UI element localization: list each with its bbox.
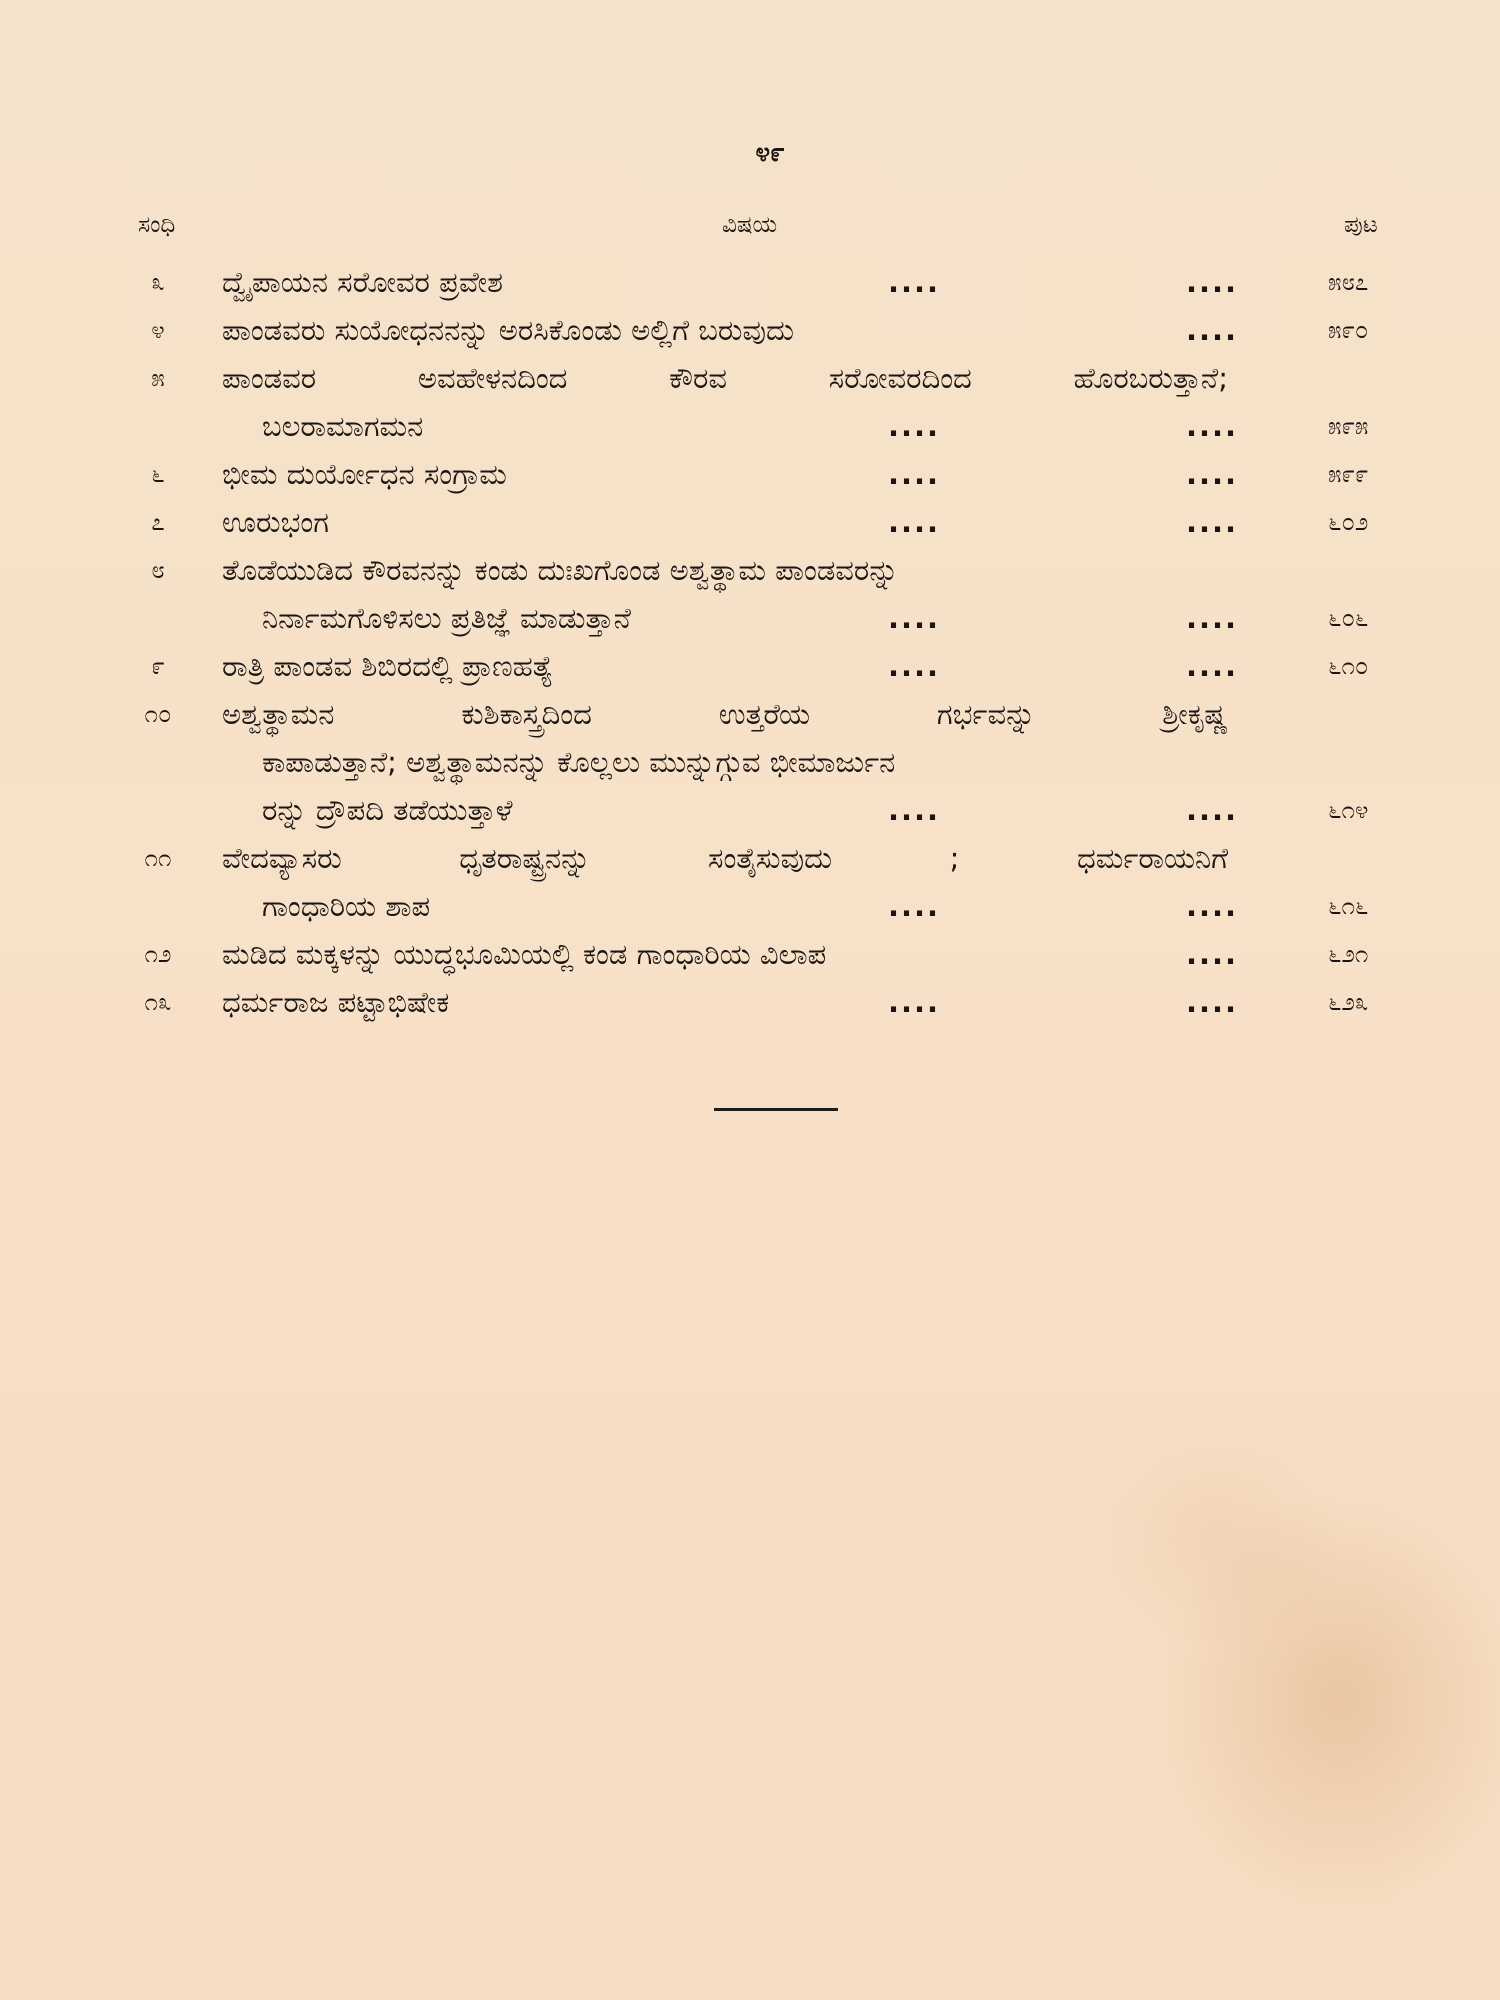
entry-text: ಪಾಂಡವರು ಸುಯೋಧನನನ್ನು ಅರಸಿಕೊಂಡು ಅಲ್ಲಿಗೆ ಬರುವುದು [222, 313, 794, 347]
column-header-sandhi: ಸಂಧಿ [138, 212, 176, 238]
sandhi-number: ೧೦ [144, 700, 172, 728]
sandhi-number: ೭ [151, 508, 165, 536]
leader-dots: .... [1186, 505, 1239, 539]
leader-dots: .... [888, 601, 941, 635]
page-reference: ೬೧೪ [1328, 796, 1369, 824]
entry-text: ವೇದವ್ಯಾಸರು ಧೃತರಾಷ್ಟ್ರನನ್ನು ಸಂತೈಸುವುದು ; ಧರ್ಮರಾಯನಿಗೆ [222, 841, 1228, 875]
sandhi-number: ೮ [151, 556, 165, 584]
entry-text: ಧರ್ಮರಾಜ ಪಟ್ಟಾಭಿಷೇಕ [222, 985, 450, 1019]
sandhi-number: ೬ [151, 460, 165, 488]
toc-entry-continuation [0, 738, 1500, 786]
leader-dots: .... [888, 889, 941, 923]
entry-text: ಭೀಮ ದುರ್ಯೋಧನ ಸಂಗ್ರಾಮ [222, 457, 507, 491]
page-reference: ೬೧೬ [1328, 892, 1369, 920]
toc-entry-continuation [0, 402, 1500, 450]
entry-text: ಅಶ್ವತ್ಥಾಮನ ಕುಶಿಕಾಸ್ತ್ರದಿಂದ ಉತ್ತರೆಯ ಗರ್ಭವನ್ನು ಶ್ರೀಕೃಷ್ಣ [222, 697, 1228, 731]
toc-entry [0, 690, 1500, 738]
toc-entry-continuation [0, 594, 1500, 642]
page-reference: ೫೯೦ [1328, 316, 1369, 344]
sandhi-number: ೧೩ [144, 988, 172, 1016]
entry-text: ಪಾಂಡವರ ಅವಹೇಳನದಿಂದ ಕೌರವ ಸರೋವರದಿಂದ ಹೊರಬರುತ್ತಾನೆ; [222, 361, 1228, 395]
toc-entry [0, 450, 1500, 498]
page-number: ೪೯ [755, 138, 785, 168]
toc-entry [0, 834, 1500, 882]
toc-entry-continuation [0, 882, 1500, 930]
leader-dots: .... [888, 649, 941, 683]
sandhi-number: ೩ [151, 268, 165, 296]
entry-text: ರಾತ್ರಿ ಪಾಂಡವ ಶಿಬಿರದಲ್ಲಿ ಪ್ರಾಣಹತ್ಯೆ [222, 649, 554, 683]
toc-entry [0, 306, 1500, 354]
toc-entry [0, 930, 1500, 978]
toc-entry [0, 978, 1500, 1026]
leader-dots: .... [888, 985, 941, 1019]
toc-entry [0, 498, 1500, 546]
toc-entry [0, 642, 1500, 690]
leader-dots: .... [888, 265, 941, 299]
sandhi-number: ೪ [151, 316, 165, 344]
toc-entry-continuation [0, 786, 1500, 834]
entry-text: ಬಲರಾಮಾಗಮನ [262, 409, 424, 443]
leader-dots: .... [888, 505, 941, 539]
leader-dots: .... [1186, 313, 1239, 347]
leader-dots: .... [1186, 409, 1239, 443]
sandhi-number: ೧೨ [144, 940, 172, 968]
page-reference: ೫೮೭ [1328, 268, 1369, 296]
leader-dots: .... [1186, 457, 1239, 491]
entry-text: ತೊಡೆಯುಡಿದ ಕೌರವನನ್ನು ಕಂಡು ದುಃಖಗೊಂಡ ಅಶ್ವತ್ಥಾಮ ಪಾಂಡವರನ್ನು [222, 553, 899, 587]
entry-text: ದ್ವೈಪಾಯನ ಸರೋವರ ಪ್ರವೇಶ [222, 265, 504, 299]
column-header-puta: ಪುಟ [1344, 212, 1378, 238]
page-reference: ೬೨೩ [1328, 988, 1369, 1016]
page-reference: ೫೯೫ [1328, 412, 1369, 440]
entry-text: ಮಡಿದ ಮಕ್ಕಳನ್ನು ಯುದ್ಧಭೂಮಿಯಲ್ಲಿ ಕಂಡ ಗಾಂಧಾರಿಯ ವಿಲಾಪ [222, 937, 827, 971]
entry-text: ಗಾಂಧಾರಿಯ ಶಾಪ [262, 889, 431, 923]
leader-dots: .... [1186, 889, 1239, 923]
entry-text: ಕಾಪಾಡುತ್ತಾನೆ; ಅಶ್ವತ್ಥಾಮನನ್ನು ಕೊಲ್ಲಲು ಮುನ್ನುಗ್ಗುವ ಭೀಮಾರ್ಜುನ [262, 745, 896, 779]
leader-dots: .... [1186, 985, 1239, 1019]
entry-text: ರನ್ನು ದ್ರೌಪದಿ ತಡೆಯುತ್ತಾಳೆ [262, 793, 513, 827]
toc-entry [0, 354, 1500, 402]
page-reference: ೬೨೧ [1328, 940, 1369, 968]
section-end-rule [714, 1108, 838, 1111]
page-reference: ೬೦೬ [1328, 604, 1369, 632]
leader-dots: .... [888, 793, 941, 827]
entry-text: ಊರುಭಂಗ [222, 505, 329, 539]
page-reference: ೬೦೨ [1328, 508, 1369, 536]
leader-dots: .... [888, 457, 941, 491]
leader-dots: .... [888, 409, 941, 443]
page-reference: ೫೯೯ [1328, 460, 1369, 488]
toc-entry [0, 546, 1500, 594]
column-header-vishaya: ವಿಷಯ [722, 212, 778, 238]
toc-entry [0, 258, 1500, 306]
leader-dots: .... [1186, 937, 1239, 971]
sandhi-number: ೧೧ [144, 844, 172, 872]
leader-dots: .... [1186, 793, 1239, 827]
sandhi-number: ೫ [151, 364, 165, 392]
leader-dots: .... [1186, 649, 1239, 683]
sandhi-number: ೯ [151, 652, 165, 680]
entry-text: ನಿರ್ನಾಮಗೊಳಿಸಲು ಪ್ರತಿಜ್ಞೆ ಮಾಡುತ್ತಾನೆ [262, 601, 631, 635]
leader-dots: .... [1186, 265, 1239, 299]
leader-dots: .... [1186, 601, 1239, 635]
page-reference: ೬೧೦ [1328, 652, 1369, 680]
